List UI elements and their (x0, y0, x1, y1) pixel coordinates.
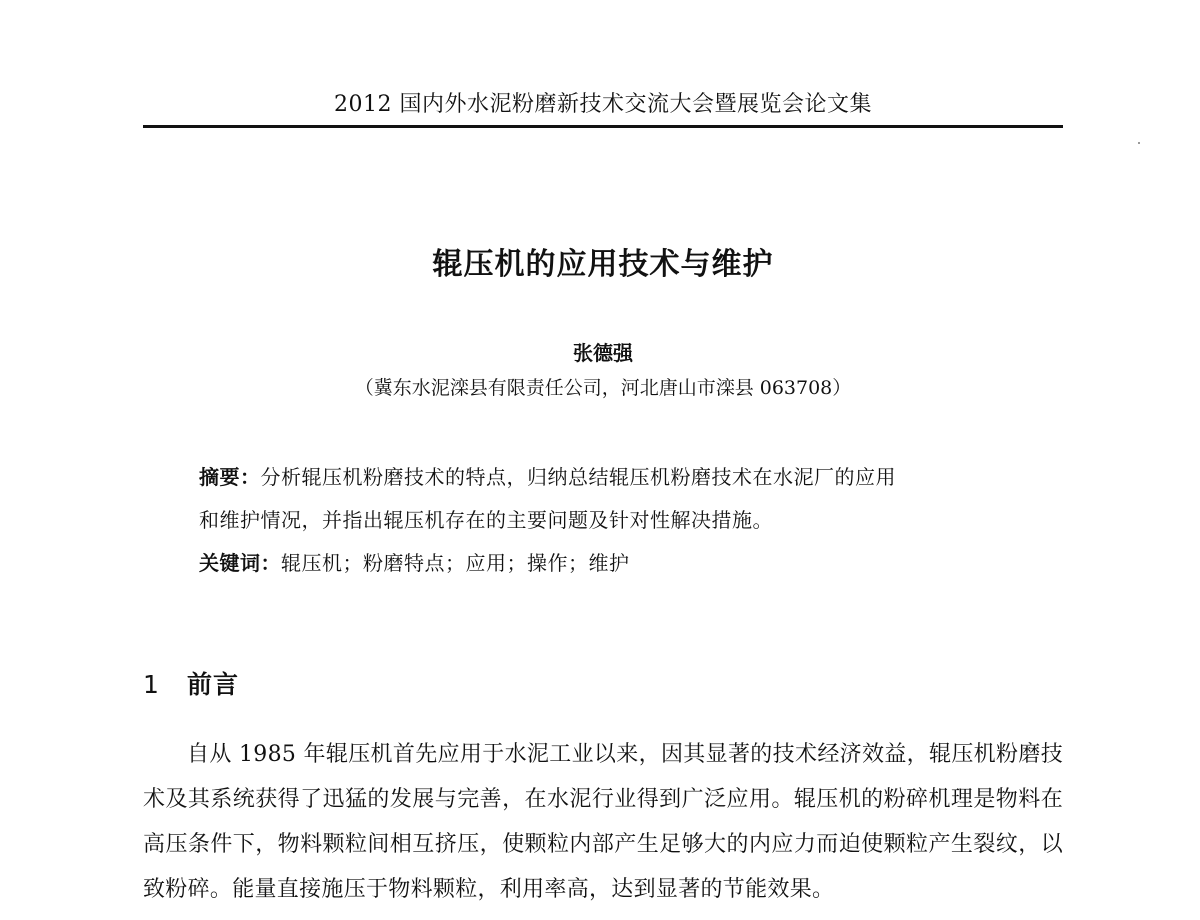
section-number: 1 (143, 670, 159, 699)
paper-title: 辊压机的应用技术与维护 (432, 247, 774, 282)
header-divider (143, 125, 1063, 128)
section-title: 前言 (187, 670, 240, 699)
body-paragraph: 自从 1985 年辊压机首先应用于水泥工业以来，因其显著的技术经济效益，辊压机粉磨技术及其系统获得了迅猛的发展与完善，在水泥行业得到广泛应用。辊压机的粉碎机理是物料在高压条件下，物料颗粒间相互挤压，使颗粒内部产生足够大的内应力而迫使颗粒产生裂纹，以致粉碎。能量直接施压于物料颗粒，利用率高，达到显著的节能效果。 (143, 742, 1063, 902)
scan-speck (1138, 142, 1140, 144)
abstract-label: 摘要： (199, 465, 261, 489)
abstract-line-1 (199, 460, 1019, 495)
section-heading-1 (143, 665, 1063, 705)
abstract-text-1: 分析辊压机粉磨技术的特点，归纳总结辊压机粉磨技术在水泥厂的应用 (260, 465, 896, 489)
paper-author: 张德强 (573, 341, 633, 365)
keywords-line (199, 546, 1019, 581)
running-header: 2012 国内外水泥粉磨新技术交流大会暨展览会论文集 (334, 92, 872, 117)
abstract-block (199, 460, 1019, 581)
keywords-label: 关键词： (199, 551, 281, 575)
section-1-body (143, 732, 1063, 912)
keywords-text: 辊压机；粉磨特点；应用；操作；维护 (281, 551, 630, 575)
author-affiliation: （冀东水泥滦县有限责任公司，河北唐山市滦县 063708） (354, 377, 852, 399)
abstract-line-2: 和维护情况，并指出辊压机存在的主要问题及针对性解决措施。 (199, 508, 773, 532)
